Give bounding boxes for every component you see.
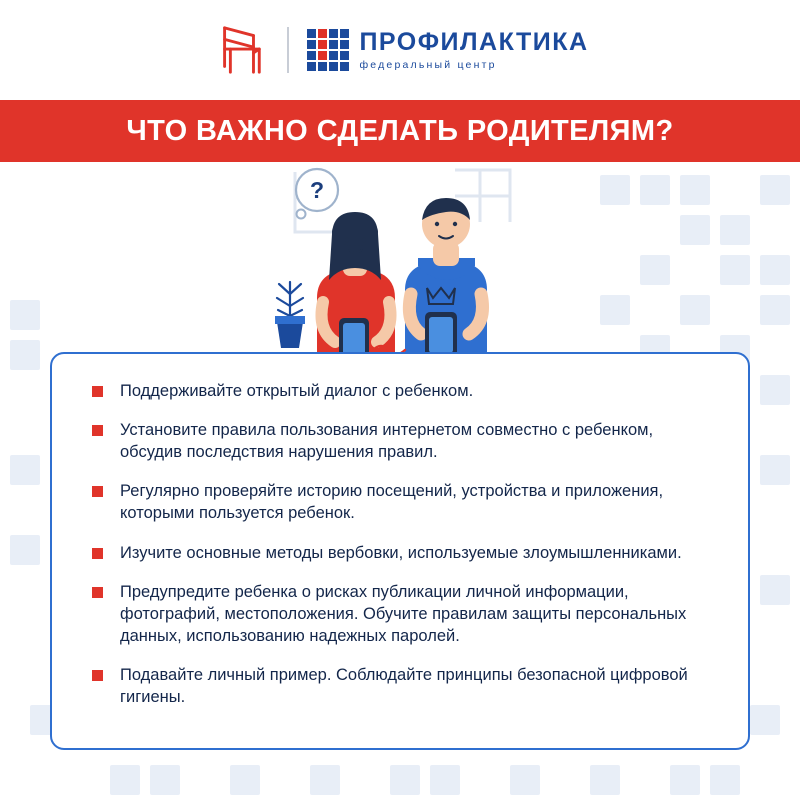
tips-list bbox=[90, 380, 708, 708]
logo-wordmark bbox=[307, 29, 588, 71]
question-bubble-icon bbox=[296, 169, 338, 219]
list-item bbox=[90, 581, 708, 647]
two-teenagers-with-smartphones-illustration bbox=[255, 162, 555, 372]
list-item bbox=[90, 480, 708, 524]
list-item bbox=[90, 419, 708, 463]
tips-card bbox=[50, 352, 750, 750]
brand-header bbox=[0, 0, 800, 100]
list-item bbox=[90, 664, 708, 708]
tip-text: Поддерживайте открытый диалог с ребенком. bbox=[120, 382, 474, 400]
boy-figure bbox=[405, 198, 487, 362]
chair-icon bbox=[211, 24, 269, 76]
bullet-square-icon bbox=[92, 587, 103, 598]
bullet-square-icon bbox=[92, 486, 103, 497]
title-band bbox=[0, 100, 800, 162]
brand-title: ПРОФИЛАКТИКА bbox=[359, 27, 589, 56]
potted-plant-icon bbox=[275, 282, 305, 348]
bullet-square-icon bbox=[92, 425, 103, 436]
tip-text: Изучите основные методы вербовки, используемые злоумышленниками. bbox=[120, 543, 682, 562]
bullet-square-icon bbox=[92, 548, 103, 559]
list-item bbox=[90, 542, 708, 564]
tip-text: Установите правила пользования интернетом совместно с ребенком, обсудив последствия нарушения правил. bbox=[120, 421, 654, 462]
brand-subtitle: федеральный центр bbox=[359, 58, 497, 71]
profilaktika-mark-icon bbox=[307, 29, 349, 71]
list-item bbox=[90, 380, 708, 402]
tip-text: Предупредите ребенка о рисках публикации личной информации, фотографий, местоположения. Обучите правилам защиты персональных данных, использованию надежных паролей. bbox=[120, 582, 687, 645]
tip-text: Подавайте личный пример. Соблюдайте принципы безопасной цифровой гигиены. bbox=[120, 665, 688, 707]
page-title: ЧТО ВАЖНО СДЕЛАТЬ РОДИТЕЛЯМ? bbox=[126, 114, 674, 147]
bullet-square-icon bbox=[92, 670, 103, 681]
bullet-square-icon bbox=[92, 386, 103, 397]
tip-text: Регулярно проверяйте историю посещений, устройства и приложения, которыми пользуется ребенок. bbox=[120, 482, 664, 523]
svg-text:?: ? bbox=[309, 177, 325, 203]
girl-figure bbox=[317, 212, 395, 362]
logo-divider bbox=[287, 27, 289, 73]
